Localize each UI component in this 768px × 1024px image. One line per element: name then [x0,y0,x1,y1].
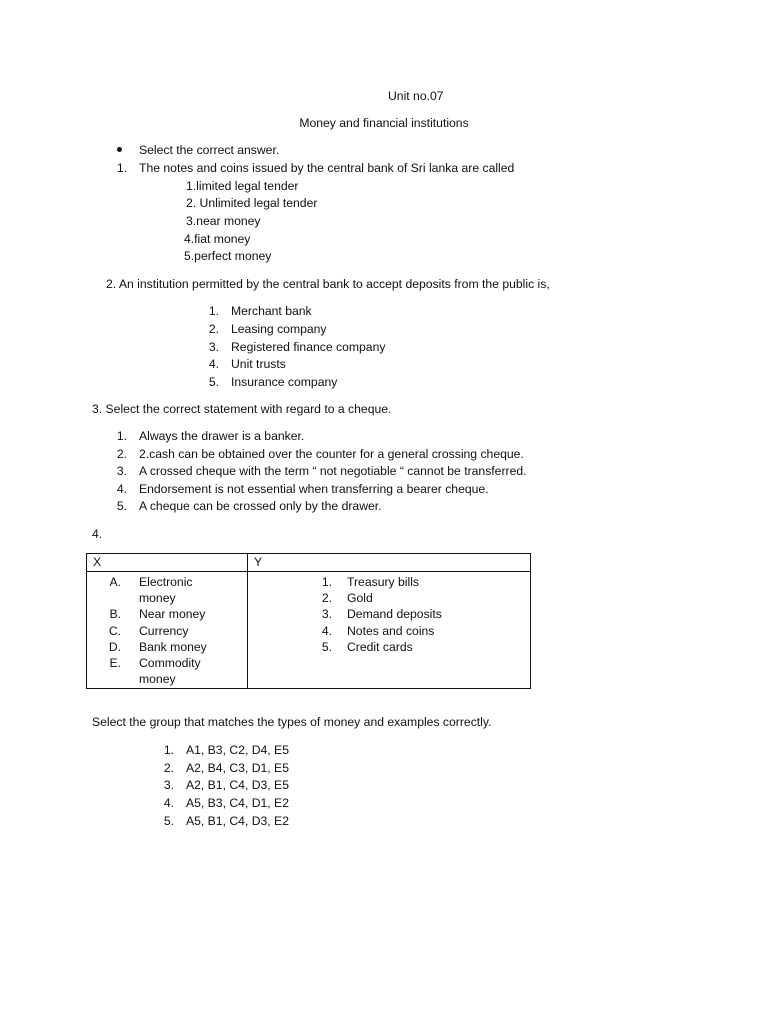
q3-option-number: 1. [116,429,127,443]
q2-option-text: Leasing company [231,322,327,336]
x-item-text: Electronic [139,575,193,589]
q2-option-number: 1. [208,304,219,318]
y-item-number: 5. [321,640,332,654]
column-y-cell [248,572,531,689]
y-item-text: Treasury bills [347,575,420,589]
q3-option-text: Endorsement is not essential when transferring a bearer cheque. [139,482,489,496]
q4-option-text: A5, B1, C4, D3, E2 [186,814,289,828]
y-item-number: 3. [321,607,332,621]
y-item-number: 4. [321,624,332,638]
chapter-subtitle: Money and financial institutions [299,116,469,130]
q1-option: 1.limited legal tender [186,179,299,193]
q4-option-number: 3. [163,778,174,792]
q3-option-number: 2. [116,447,127,461]
q3-option-text: A cheque can be crossed only by the drawer. [139,499,382,513]
x-item-text: money [139,672,176,686]
q4-option-text: A2, B1, C4, D3, E5 [186,778,289,792]
q1-option: 2. Unlimited legal tender [186,196,318,210]
q1-option: 3.near money [186,214,261,228]
q2-option-number: 4. [208,357,219,371]
q1-option: 4.fiat money [184,232,251,246]
x-item-text: Commodity [139,656,201,670]
q4-number: 4. [92,527,103,541]
matching-table [86,553,531,689]
q4-option-number: 4. [163,796,174,810]
q4-option-text: A5, B3, C4, D1, E2 [186,796,289,810]
q3-option-number: 3. [116,464,127,478]
q2-option-number: 3. [208,340,219,354]
x-item-letter: E. [109,656,121,670]
x-item-letter: D. [108,640,121,654]
instruction-text: Select the correct answer. [139,143,280,157]
x-item-text: Currency [139,624,189,638]
q4-option-number: 2. [163,761,174,775]
y-item-number: 2. [321,591,332,605]
q1-text: The notes and coins issued by the central bank of Sri lanka are called [139,161,515,175]
q2-option-number: 5. [208,375,219,389]
q3-option-text: 2.cash can be obtained over the counter for a general crossing cheque. [139,447,524,461]
x-item-text: money [139,591,176,605]
q4-option-text: A2, B4, C3, D1, E5 [186,761,289,775]
x-item-letter: A. [109,575,121,589]
q4-option-number: 5. [163,814,174,828]
q4-prompt: Select the group that matches the types of money and examples correctly. [92,715,492,729]
q3-option-number: 4. [116,482,127,496]
q4-option-text: A1, B3, C2, D4, E5 [186,743,289,757]
x-item-text: Bank money [139,640,207,654]
y-item-text: Notes and coins [347,624,435,638]
q2-text: 2. An institution permitted by the central bank to accept deposits from the public is, [106,277,550,291]
q3-text: 3. Select the correct statement with regard to a cheque. [92,402,392,416]
q3-option-number: 5. [116,499,127,513]
q2-option-number: 2. [208,322,219,336]
x-item-letter: B. [109,607,121,621]
y-item-text: Demand deposits [347,607,442,621]
column-x-cell [87,572,248,689]
q3-option-text: Always the drawer is a banker. [139,429,305,443]
x-item-text: Near money [139,607,206,621]
q1-option: 5.perfect money [184,249,272,263]
unit-title: Unit no.07 [388,89,444,103]
table-header-y: Y [248,554,531,572]
q2-option-text: Insurance company [231,375,338,389]
q1-number: 1. [116,161,127,175]
q2-option-text: Unit trusts [231,357,286,371]
q4-option-number: 1. [163,743,174,757]
y-item-text: Gold [347,591,373,605]
q3-option-text: A crossed cheque with the term “ not negotiable “ cannot be transferred. [139,464,527,478]
q2-option-text: Merchant bank [231,304,312,318]
q2-option-text: Registered finance company [231,340,386,354]
y-item-text: Credit cards [347,640,413,654]
x-item-letter: C. [108,624,121,638]
y-item-number: 1. [321,575,332,589]
table-header-x: X [87,554,248,572]
bullet-icon [117,147,122,152]
